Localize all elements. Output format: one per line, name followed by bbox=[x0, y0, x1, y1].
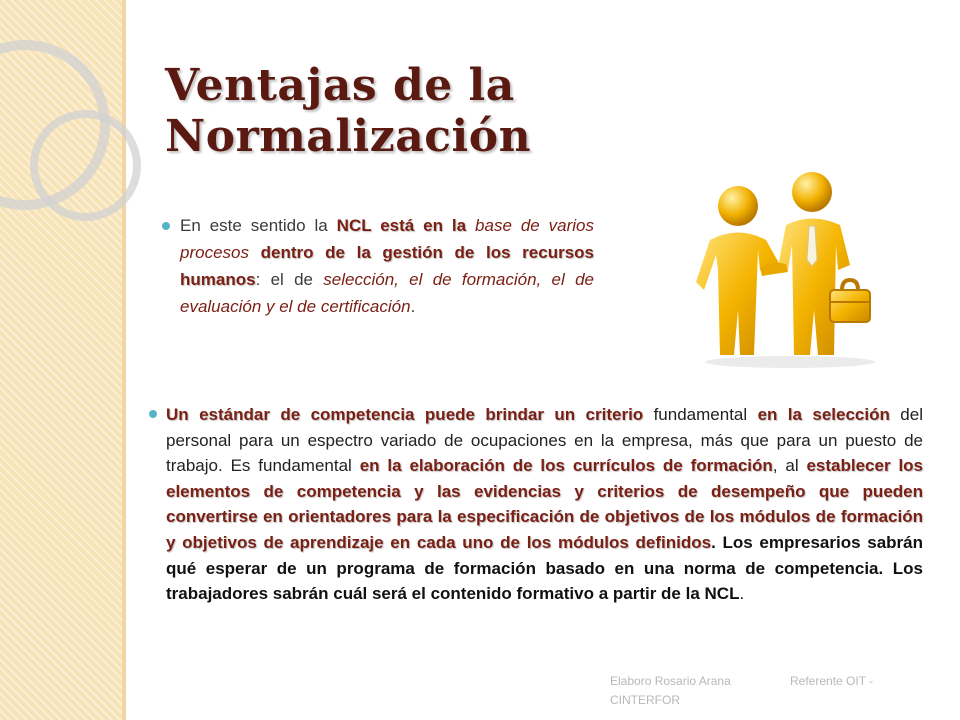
b2-text-5: en la elaboración de los currículos de formación bbox=[359, 456, 773, 476]
b1-text-6: selección, el de formación, el de evaluación y el de certificación bbox=[180, 270, 594, 316]
footer bbox=[610, 672, 874, 710]
bullet-marker-2 bbox=[149, 410, 157, 418]
bullet-text-2 bbox=[166, 402, 923, 607]
footer-reference-wrap: CINTERFOR bbox=[610, 693, 680, 707]
businessmen-handshake-icon bbox=[690, 170, 880, 370]
footer-author: Elaboro Rosario Arana bbox=[610, 674, 731, 688]
strip-edge bbox=[122, 0, 126, 720]
b2-text-8: . Los empresarios sabrán qué esperar de un programa de formación basado en una norma de competencia. Los trabajadores sabrán cuál será el contenido formativo a partir de la NCL bbox=[166, 532, 923, 604]
b2-text-3: en la selección bbox=[757, 405, 890, 424]
b2-text-2: fundamental bbox=[643, 405, 758, 424]
b2-text-9: . bbox=[739, 584, 745, 604]
b2-text-7: establecer los elementos de competencia y las evidencias y criterios de desempeño que pueden convertirse en orientadores para la especificación de objetivos de los módulos de formación y objetivos de aprendizaje en cada uno de los módulos definidos bbox=[166, 456, 924, 552]
b1-text-7: . bbox=[410, 297, 416, 316]
footer-reference-text: Referente OIT - bbox=[790, 674, 874, 688]
decorative-ring-small bbox=[30, 110, 141, 221]
b1-text-3: base de varios procesos bbox=[180, 216, 594, 262]
bullet-text-1 bbox=[180, 212, 594, 320]
b2-text-4: del personal para un espectro variado de ocupaciones en la empresa, más que para un puesto de trabajo. Es fundamental bbox=[166, 405, 923, 476]
b1-text-1: En este sentido la bbox=[180, 216, 337, 235]
b2-text-1: Un estándar de competencia puede brindar un criterio bbox=[166, 405, 644, 424]
footer-reference bbox=[790, 672, 873, 691]
bullet-marker-1 bbox=[162, 222, 170, 230]
b1-text-2: NCL está en la bbox=[336, 216, 467, 235]
b1-text-4: dentro de la gestión de los recursos humanos bbox=[180, 243, 594, 289]
b1-text-5: : el de bbox=[255, 270, 324, 289]
slide-title: Ventajas de la Normalización bbox=[165, 60, 532, 162]
b2-text-6: , al bbox=[772, 456, 807, 476]
